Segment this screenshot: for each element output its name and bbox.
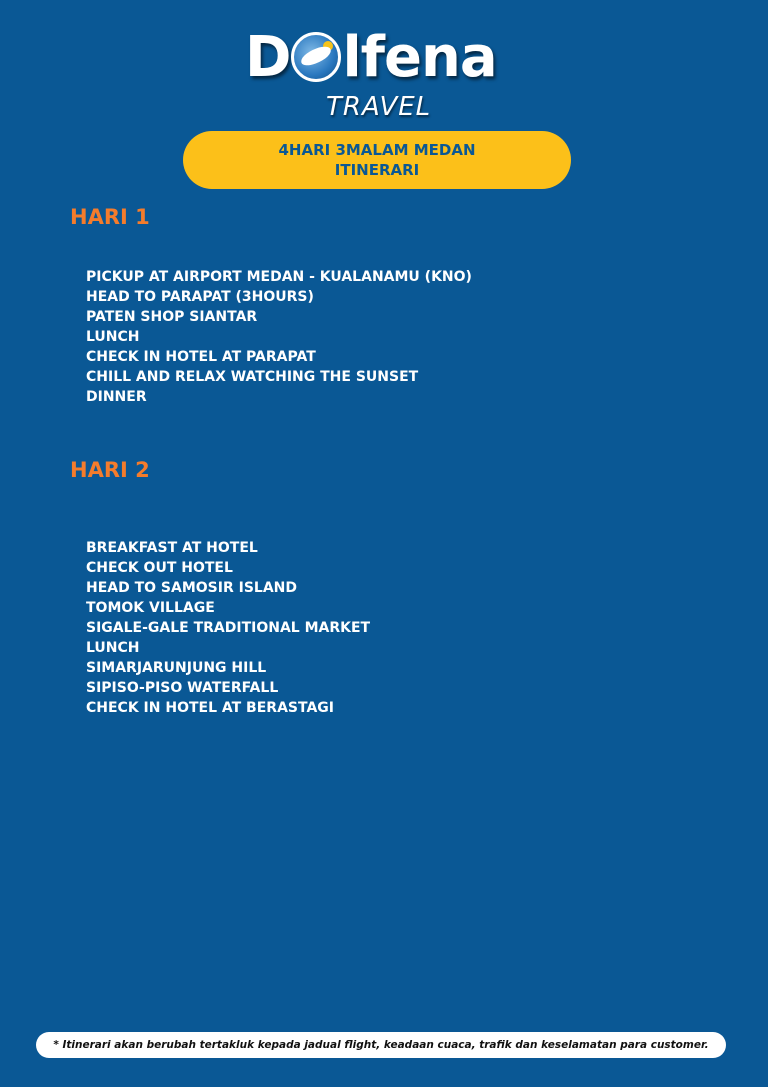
list-item: DINNER	[86, 389, 147, 405]
list-item: PICKUP AT AIRPORT MEDAN - KUALANAMU (KNO)	[86, 269, 472, 285]
list-item: CHECK IN HOTEL AT BERASTAGI	[86, 700, 334, 716]
logo-wordmark	[245, 25, 497, 90]
logo-subtitle: TRAVEL	[326, 92, 432, 122]
itinerary-title-banner	[183, 131, 571, 189]
dolphin-globe-icon	[291, 32, 341, 82]
list-item: LUNCH	[86, 640, 140, 656]
title-line-1: 4HARI 3MALAM MEDAN	[278, 141, 476, 159]
day-1-itinerary-list	[86, 267, 472, 407]
dolfena-travel-logo	[0, 24, 768, 122]
logo-letter-d: D	[245, 25, 291, 90]
dolphin-icon	[299, 44, 334, 68]
day-1-heading: HARI 1	[70, 205, 150, 229]
list-item: SIMARJARUNJUNG HILL	[86, 660, 267, 676]
itinerary-title	[247, 140, 507, 180]
list-item: HEAD TO PARAPAT (3HOURS)	[86, 289, 314, 305]
logo-letters-lfena: lfena	[342, 25, 497, 90]
list-item: CHECK IN HOTEL AT PARAPAT	[86, 349, 316, 365]
list-item: PATEN SHOP SIANTAR	[86, 309, 258, 325]
list-item: HEAD TO SAMOSIR ISLAND	[86, 580, 298, 596]
list-item: TOMOK VILLAGE	[86, 600, 215, 616]
list-item: CHECK OUT HOTEL	[86, 560, 233, 576]
disclaimer-note: * Itinerari akan berubah tertakluk kepada jadual flight, keadaan cuaca, trafik dan keselamatan para customer.	[53, 1039, 709, 1051]
list-item: SIPISO-PISO WATERFALL	[86, 680, 279, 696]
list-item: LUNCH	[86, 329, 140, 345]
day-2-heading: HARI 2	[70, 458, 150, 482]
title-line-2: ITINERARI	[334, 161, 420, 179]
list-item: BREAKFAST AT HOTEL	[86, 540, 258, 556]
disclaimer-banner	[36, 1032, 726, 1058]
list-item: CHILL AND RELAX WATCHING THE SUNSET	[86, 369, 419, 385]
day-2-itinerary-list	[86, 538, 370, 718]
list-item: SIGALE-GALE TRADITIONAL MARKET	[86, 620, 371, 636]
